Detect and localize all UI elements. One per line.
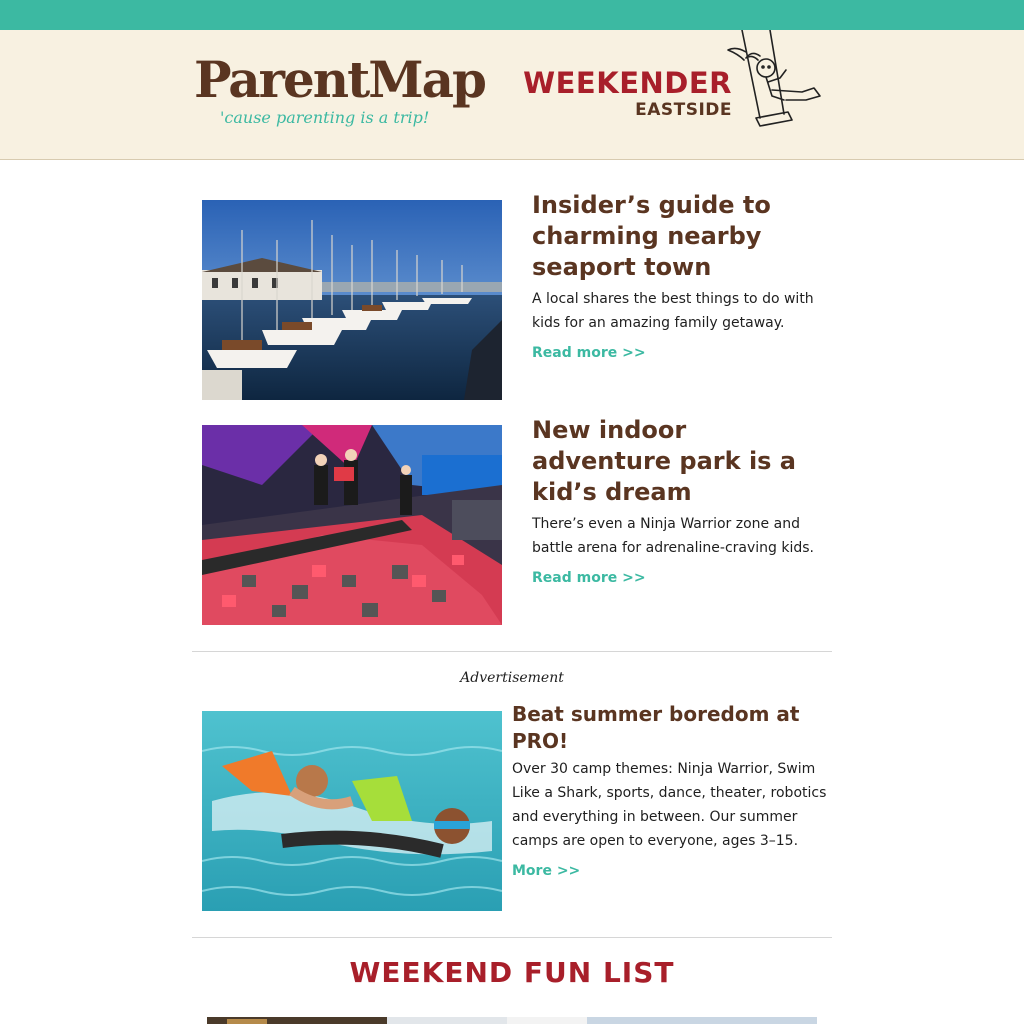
article-description: There’s even a Ninja Warrior zone and battle arena for adrenaline-craving kids. [532, 516, 814, 556]
advertisement-block [202, 702, 832, 911]
weekend-fun-photo[interactable] [207, 1013, 817, 1024]
logo-tagline: 'cause parenting is a trip! [220, 108, 430, 127]
weekender-region: EASTSIDE [635, 100, 732, 120]
child-on-swing-icon [722, 30, 834, 130]
kids-swimming-shark-fins-photo[interactable] [202, 711, 502, 911]
section-divider [192, 937, 832, 938]
advertisement-title[interactable]: Beat summer boredom at PRO! [512, 702, 800, 753]
advertisement-text [512, 701, 832, 879]
read-more-link[interactable]: Read more >> [532, 345, 646, 361]
parentmap-logo[interactable] [194, 50, 485, 142]
advertisement-description: Over 30 camp themes: Ninja Warrior, Swim Like a Shark, sports, dance, theater, robotics and everything in between. Our summer camps are open to everyone, ages 3–15. [512, 761, 827, 849]
read-more-link[interactable]: Read more >> [532, 570, 646, 586]
article-text [532, 415, 832, 586]
top-color-strip [0, 0, 1024, 30]
foam-pit-trampoline-photo[interactable] [202, 425, 502, 625]
article-seaport [202, 191, 832, 400]
harbor-sailboats-photo[interactable] [202, 200, 502, 400]
more-link[interactable]: More >> [512, 863, 581, 879]
advertisement-label: Advertisement [460, 670, 564, 686]
section-divider [192, 651, 832, 652]
masthead [0, 30, 1024, 160]
weekender-badge [522, 66, 732, 126]
logo-wordmark: ParentMap [194, 50, 485, 109]
article-description: A local shares the best things to do with kids for an amazing family getaway. [532, 291, 814, 331]
article-text [532, 190, 832, 361]
article-title[interactable]: New indoor adventure park is a kid’s dream [532, 416, 796, 506]
weekend-fun-list-heading: WEEKEND FUN LIST [349, 956, 675, 989]
article-adventure-park [202, 416, 832, 625]
article-title[interactable]: Insider’s guide to charming nearby seaport town [532, 191, 771, 281]
weekender-title: WEEKENDER [523, 66, 732, 100]
